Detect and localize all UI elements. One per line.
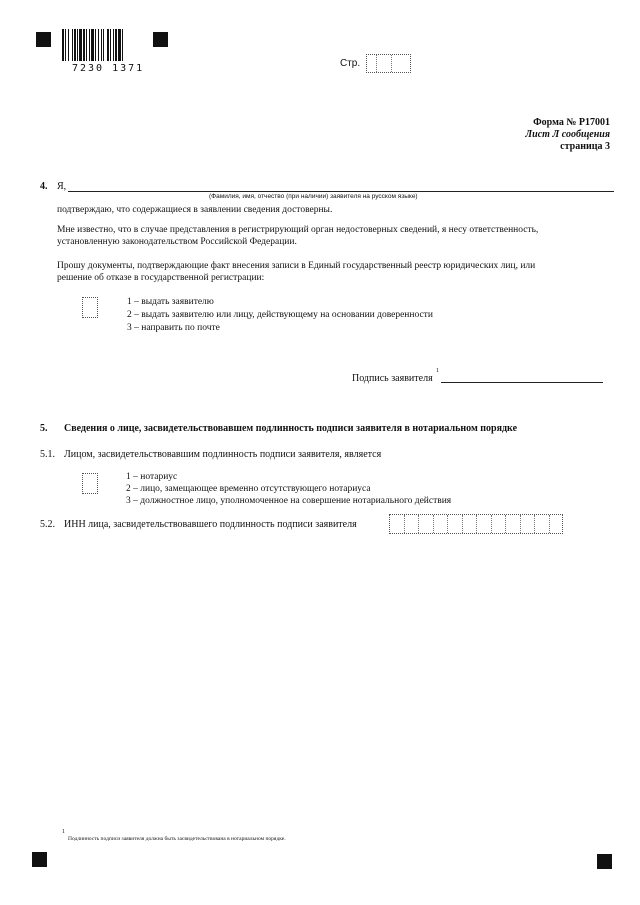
signature-label: Подпись заявителя <box>352 373 433 384</box>
inn-cell-divider <box>482 515 492 533</box>
footnote-text: Подлинность подписи заявителя должна быть засвидетельствована в нотариальном порядке. <box>68 836 286 842</box>
name-caption: (Фамилия, имя, отчество (при наличии) заявителя на русском языке) <box>209 193 418 200</box>
barcode <box>62 29 146 61</box>
request-text-line1: Прошу документы, подтверждающие факт внесения записи в Единый государственный реестр юридических лиц, или <box>57 261 536 271</box>
footnote-mark: 1 <box>62 829 65 835</box>
section-5-2-number: 5.2. <box>40 519 55 530</box>
section-4-lead: Я, <box>57 181 67 192</box>
inn-cell-divider <box>438 515 448 533</box>
section-5-title: Сведения о лице, засвидетельствовавшем подлинность подписи заявителя в нотариальном порядке <box>64 423 518 434</box>
delivery-option-2: 2 – выдать заявителю или лицу, действующему на основании доверенности <box>127 310 433 320</box>
applicant-name-field[interactable] <box>68 191 614 192</box>
page-number-field[interactable] <box>366 54 411 73</box>
delivery-option-field[interactable] <box>82 297 98 318</box>
section-5-number: 5. <box>40 423 48 434</box>
inn-cell-divider <box>496 515 506 533</box>
delivery-option-3: 3 – направить по почте <box>127 323 220 333</box>
corner-marker-bottom-right <box>597 854 612 869</box>
page-label: Стр. <box>340 58 361 69</box>
inn-cell-divider <box>453 515 463 533</box>
aware-text-line1: Мне известно, что в случае представления в регистрирующий орган недостоверных сведений, я несу ответственность, <box>57 225 539 235</box>
inn-cell-divider <box>395 515 405 533</box>
certifier-option-field[interactable] <box>82 473 98 494</box>
barcode-number: 7230 1371 <box>72 63 145 74</box>
certifier-option-3: 3 – должностное лицо, уполномоченное на совершение нотариального действия <box>126 496 452 506</box>
inn-field[interactable] <box>389 514 563 534</box>
confirm-text: подтверждаю, что содержащиеся в заявлении сведения достоверны. <box>57 205 333 215</box>
corner-marker-top-right <box>153 32 168 47</box>
signature-field[interactable] <box>441 382 603 383</box>
section-4-number: 4. <box>40 181 48 192</box>
form-title: Форма № Р17001 <box>533 117 610 128</box>
corner-marker-top-left <box>36 32 51 47</box>
aware-text-line2: установленную законодательством Российской Федерации. <box>57 237 297 247</box>
corner-marker-bottom-left <box>32 852 47 867</box>
page-number-label: страница 3 <box>560 141 610 152</box>
certifier-option-2: 2 – лицо, замещающее временно отсутствующего нотариуса <box>126 484 371 494</box>
delivery-option-1: 1 – выдать заявителю <box>127 297 214 307</box>
inn-cell-divider <box>409 515 419 533</box>
inn-cell-divider <box>467 515 477 533</box>
inn-cell-divider <box>540 515 550 533</box>
inn-cell-divider <box>525 515 535 533</box>
sheet-title: Лист Л сообщения <box>525 129 610 140</box>
certifier-option-1: 1 – нотариус <box>126 472 178 482</box>
inn-cell-divider <box>424 515 434 533</box>
inn-cell-divider <box>511 515 521 533</box>
section-5-1-number: 5.1. <box>40 449 55 460</box>
request-text-line2: решение об отказе в государственной регистрации: <box>57 273 265 283</box>
section-5-2-text: ИНН лица, засвидетельствовавшего подлинность подписи заявителя <box>64 519 357 530</box>
signature-footnote-mark: 1 <box>436 368 439 374</box>
section-5-1-text: Лицом, засвидетельствовавшим подлинность подписи заявителя, является <box>64 449 382 460</box>
